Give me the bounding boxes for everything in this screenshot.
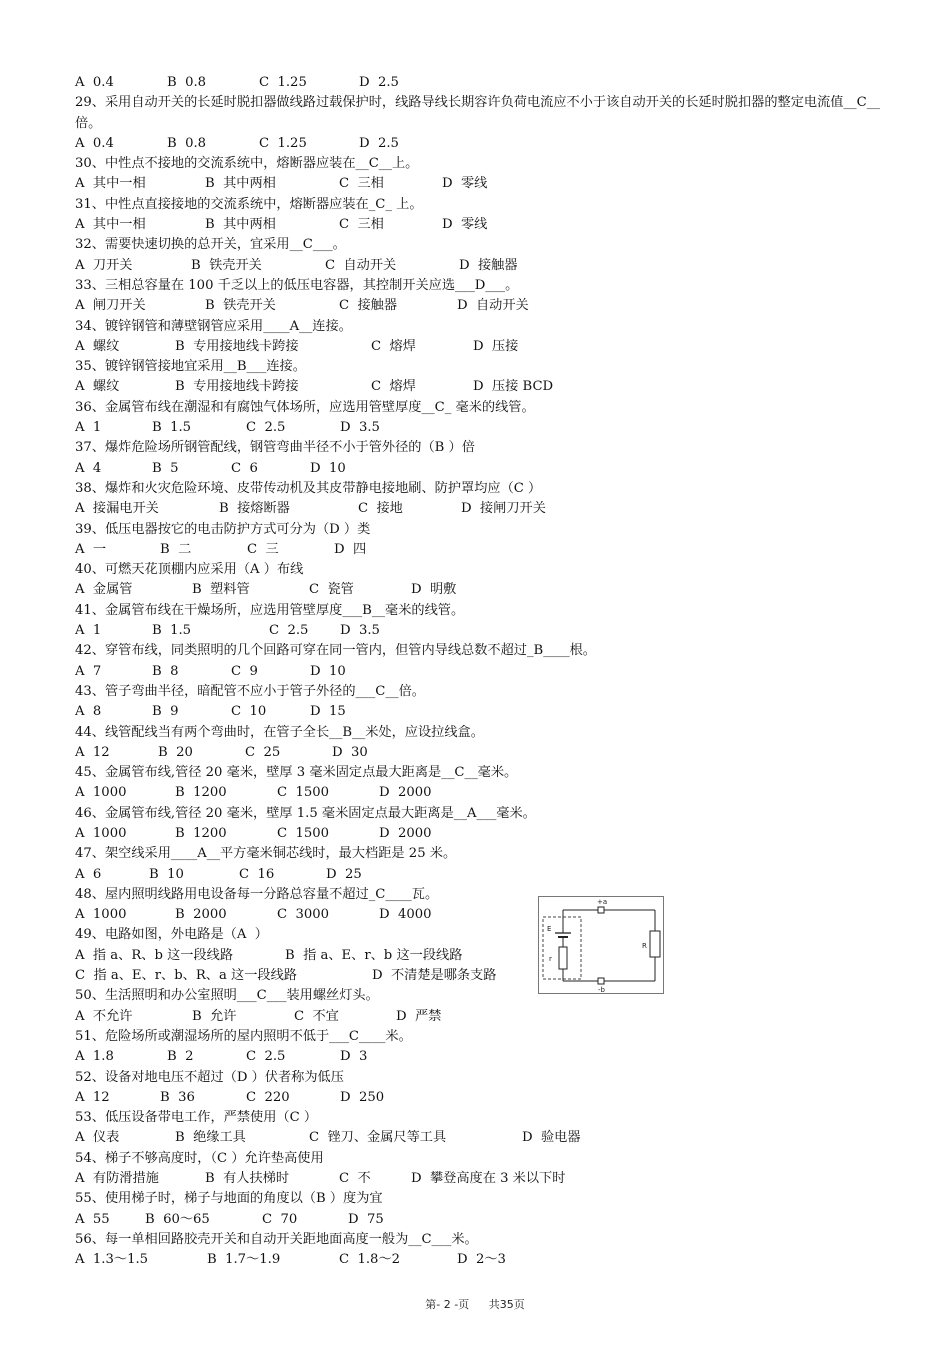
answer-option: C 自动开关 [325,257,397,273]
question-text: 30、中性点不接地的交流系统中，熔断器应装在__C__上。 [75,156,419,172]
answer-option: B 1.7～1.9 [207,1252,281,1268]
answer-option: B 36 [160,1089,195,1105]
answer-option: A 0.4 [75,75,114,90]
answer-options [75,540,905,560]
answer-option: D 零线 [442,217,488,233]
page-footer [0,1296,950,1312]
answer-option: B 2 [167,1049,194,1065]
answer-option: C 3000 [277,907,330,923]
answer-option: A 1.8 [75,1049,114,1065]
answer-option: C 2.5 [269,623,309,639]
question-text: 49、电路如图，外电路是（A ） [75,927,268,943]
answer-options [75,73,905,93]
answer-option: D 3.5 [340,420,380,436]
circuit-svg [539,897,663,993]
answer-options [75,905,905,925]
answer-option: D 2～3 [457,1252,506,1268]
answer-option: D 攀登高度在 3 米以下时 [411,1171,566,1187]
answer-option: B 铁壳开关 [191,257,262,273]
answer-options [75,174,905,194]
answer-option: A 4 [75,460,102,476]
answer-option: C 1500 [277,825,330,841]
answer-option: C 1500 [277,785,330,801]
answer-option: B 指 a、E、r、b 这一段线路 [285,947,463,963]
answer-option: C 70 [262,1211,298,1227]
answer-option: B 0.8 [167,135,207,151]
answer-option: D 接闸刀开关 [461,501,546,517]
answer-option: A 55 [75,1211,110,1227]
answer-option: A 其中一相 [75,176,146,192]
label-r: r [549,955,552,963]
answer-option: D 自动开关 [457,298,529,314]
terminal-a [598,907,604,913]
answer-option: D 2000 [379,825,432,841]
answer-option: B 其中两相 [205,176,276,192]
answer-option: D 250 [340,1089,385,1105]
terminal-b [598,978,604,984]
answer-option: A 1000 [75,907,127,923]
answer-options [75,580,905,600]
question-text: 41、金属管布线在干燥场所，应选用管壁厚度___B__毫米的线管。 [75,602,465,618]
answer-options [75,377,905,397]
question-text: 35、镀锌钢管接地宜采用__B___连接。 [75,359,306,375]
answer-option: C 25 [245,744,281,760]
answer-option: D 3 [340,1049,368,1065]
answer-option: A 6 [75,866,102,882]
answer-option: A 有防滑措施 [75,1171,159,1187]
question-text: 52、设备对地电压不超过（D ）伏者称为低压 [75,1069,344,1085]
answer-option: C 1.25 [259,135,307,151]
answer-option: D 75 [348,1211,384,1227]
answer-option: B 1200 [175,825,227,841]
answer-option: A 接漏电开关 [75,501,159,517]
answer-option: A 1.3～1.5 [75,1252,149,1268]
answer-option: B 1.5 [152,623,192,639]
answer-options [75,824,905,844]
question-text: 50、生活照明和办公室照明___C___装用螺丝灯头。 [75,988,379,1004]
answer-option: C 锉刀、金属尺等工具 [309,1130,447,1146]
answer-option: C 熔焊 [371,338,416,354]
answer-option: A 0.4 [75,135,114,151]
answer-options [75,743,905,763]
answer-options [75,1088,905,1108]
answer-option: C 6 [231,460,258,476]
question-text: 33、三相总容量在 100 千乏以上的低压电容器，其控制开关应选___D___。 [75,277,519,293]
question-text: 47、架空线采用____A__平方毫米铜芯线时，最大档距是 25 米。 [75,846,457,862]
answer-option: B 5 [152,460,179,476]
document-body [75,73,905,1271]
answer-option: D 严禁 [396,1008,442,1024]
question-text: 45、金属管布线,管径 20 毫米，壁厚 3 毫米固定点最大距离是__C__毫米。 [75,765,518,781]
question-text: 37、爆炸危险场所钢管配线，钢管弯曲半径不小于管外径的（B ）倍 [75,440,475,456]
question-text: 43、管子弯曲半径，暗配管不应小于管子外径的___C__倍。 [75,683,425,699]
question-text: 42、穿管布线，同类照明的几个回路可穿在同一管内，但管内导线总数不超过_B____根。 [75,643,596,659]
answer-options [75,459,905,479]
answer-option: A 1000 [75,825,127,841]
label-b: -b [598,986,605,993]
answer-options [75,256,905,276]
answer-option: A 刀开关 [75,257,133,273]
answer-option: C 熔焊 [371,379,416,395]
answer-options [75,865,905,885]
answer-options [75,337,905,357]
answer-option: A 1 [75,420,102,436]
answer-options [75,946,905,966]
answer-option: D 2.5 [359,135,399,151]
question-text: 48、屋内照明线路用电设备每一分路总容量不超过_C____瓦。 [75,886,439,902]
answer-option: A 1 [75,623,102,639]
answer-option: C 指 a、E、r、b、R、a 这一段线路 [75,968,297,984]
answer-option: B 0.8 [167,75,207,90]
answer-option: B 铁壳开关 [205,298,276,314]
answer-options [75,1169,905,1189]
answer-option: D 30 [332,744,368,760]
answer-option: A 12 [75,1089,110,1105]
answer-option: D 15 [310,704,346,720]
answer-option: A 其中一相 [75,217,146,233]
answer-option: C 三 [247,541,279,557]
question-text: 40、可燃天花顶棚内应采用（A ）布线 [75,562,304,578]
answer-option: D 接触器 [459,257,518,273]
answer-option: C 9 [231,663,258,679]
answer-option: A 指 a、R、b 这一段线路 [75,947,234,963]
page-number: 第- 2 -页 [425,1298,470,1311]
question-text: 51、危险场所或潮湿场所的屋内照明不低于___C____米。 [75,1028,412,1044]
label-a: +a [597,898,608,906]
answer-option: A 闸刀开关 [75,298,146,314]
answer-options [75,1007,905,1027]
answer-option: C 2.5 [246,1049,286,1065]
answer-option: D 验电器 [522,1130,581,1146]
answer-option: D 2000 [379,785,432,801]
answer-option: B 1200 [175,785,227,801]
answer-option: B 9 [152,704,179,720]
answer-options [75,1210,905,1230]
question-text: 39、低压电器按它的电击防护方式可分为（D ）类 [75,521,371,537]
answer-option: B 8 [152,663,179,679]
answer-options [75,1047,905,1067]
answer-option: A 不允许 [75,1008,133,1024]
question-text: 38、爆炸和火灾危险环境、皮带传动机及其皮带静电接地刷、防护罩均应（C ） [75,480,542,496]
question-text: 46、金属管布线,管径 20 毫米，壁厚 1.5 毫米固定点最大距离是__A___毫米。 [75,805,536,821]
answer-option: B 10 [149,866,184,882]
answer-option: B 专用接地线卡跨接 [175,338,299,354]
answer-options [75,621,905,641]
answer-options [75,783,905,803]
answer-option: D 10 [310,663,346,679]
answer-option: C 三相 [339,176,384,192]
answer-option: C 1.25 [259,75,307,90]
answer-options [75,499,905,519]
answer-option: C 瓷管 [309,582,354,598]
answer-option: A 8 [75,704,102,720]
answer-option: C 接触器 [339,298,398,314]
answer-option: B 其中两相 [205,217,276,233]
answer-options [75,662,905,682]
answer-option: C 不宜 [294,1008,339,1024]
answer-option: D 2.5 [359,75,399,90]
answer-option: D 四 [334,541,367,557]
resistor-R [650,931,660,957]
answer-option: B 2000 [175,907,227,923]
question-text: 29、采用自动开关的长延时脱扣器做线路过载保护时，线路导线长期容许负荷电流应不小于该自动开关的长延时脱扣器的整定电流值__C__倍。 [75,95,880,131]
answer-option: A 螺纹 [75,338,120,354]
answer-option: A 7 [75,663,102,679]
answer-option: C 接地 [358,501,403,517]
answer-options [75,966,905,986]
question-text: 34、镀锌钢管和薄壁钢管应采用____A__连接。 [75,318,352,334]
answer-option: A 12 [75,744,110,760]
question-text: 54、梯子不够高度时，（C ）允许垫高使用 [75,1150,324,1166]
answer-option: C 2.5 [246,420,286,436]
answer-options [75,418,905,438]
answer-options [75,702,905,722]
question-text: 55、使用梯子时，梯子与地面的角度以（B ）度为宜 [75,1191,383,1207]
circuit-diagram [538,896,664,994]
question-text: 31、中性点直接接地的交流系统中，熔断器应装在_C_ 上。 [75,196,423,212]
answer-option: D 零线 [442,176,488,192]
answer-option: D 4000 [379,907,432,923]
answer-option: C 三相 [339,217,384,233]
answer-option: B 60～65 [145,1211,210,1227]
answer-options [75,1128,905,1148]
label-E: E [547,925,552,933]
answer-options [75,296,905,316]
question-text: 56、每一单相回路胶壳开关和自动开关距地面高度一般为__C___米。 [75,1231,478,1247]
answer-option: A 1000 [75,785,127,801]
question-text: 32、需要快速切换的总开关，宜采用__C___。 [75,237,346,253]
answer-option: D 不清楚是哪条支路 [372,968,497,984]
answer-option: D 3.5 [340,623,380,639]
answer-option: D 压接 [473,338,519,354]
answer-option: C 1.8～2 [339,1252,401,1268]
answer-option: B 20 [158,744,193,760]
page-total: 共35页 [488,1298,525,1311]
answer-option: D 明敷 [411,582,457,598]
answer-options [75,134,905,154]
answer-option: C 10 [231,704,267,720]
internal-resistor-r [559,947,567,969]
question-text: 53、低压设备带电工作，严禁使用（C ） [75,1110,318,1126]
answer-option: A 金属管 [75,582,133,598]
answer-option: B 二 [160,541,192,557]
question-text: 36、金属管布线在潮湿和有腐蚀气体场所，应选用管壁厚度__C_ 毫米的线管。 [75,399,535,415]
answer-options [75,215,905,235]
answer-option: A 仪表 [75,1130,120,1146]
answer-option: C 不 [339,1171,371,1187]
answer-option: C 220 [246,1089,290,1105]
answer-option: D 10 [310,460,346,476]
answer-option: D 25 [326,866,362,882]
answer-option: B 允许 [192,1008,237,1024]
answer-option: D 压接 BCD [473,379,554,395]
answer-options [75,1250,905,1270]
answer-option: B 接熔断器 [219,501,290,517]
answer-option: B 绝缘工具 [175,1130,246,1146]
answer-option: B 塑料管 [192,582,250,598]
answer-option: B 有人扶梯时 [205,1171,290,1187]
answer-option: A 螺纹 [75,379,120,395]
answer-option: A 一 [75,541,107,557]
question-text: 44、线管配线当有两个弯曲时，在管子全长__B__米处，应设拉线盒。 [75,724,484,740]
answer-option: B 1.5 [152,420,192,436]
answer-option: B 专用接地线卡跨接 [175,379,299,395]
label-R: R [642,942,647,950]
answer-option: C 16 [239,866,275,882]
